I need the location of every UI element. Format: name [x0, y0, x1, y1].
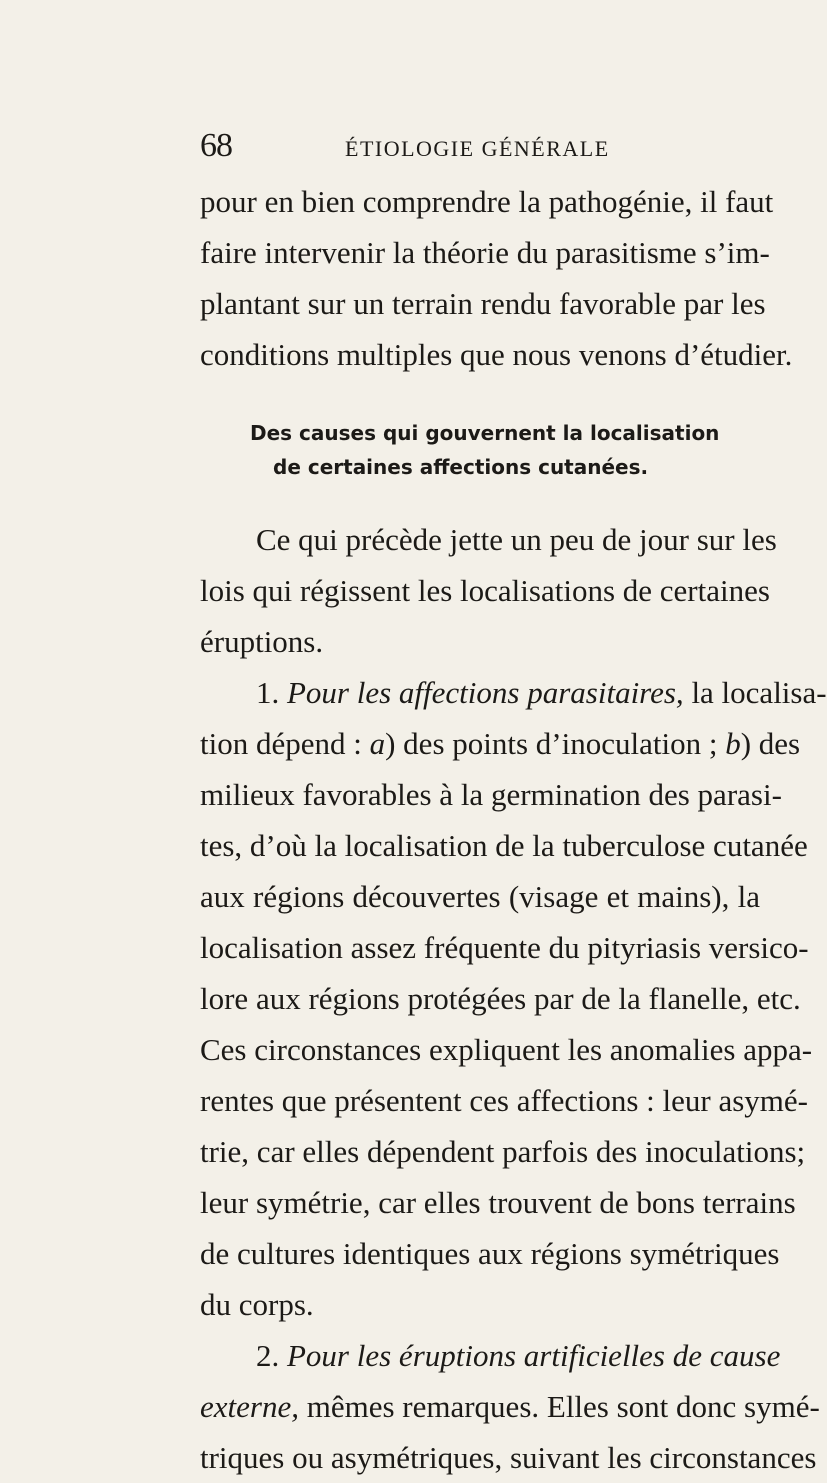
text-line: rentes que présentent ces affections : leur asymé- — [200, 1083, 808, 1118]
text-run: ) des points d’inoculation ; — [385, 726, 718, 761]
italic-phrase: externe, — [200, 1389, 299, 1424]
text-line — [200, 1381, 820, 1432]
page-number: 68 — [200, 127, 232, 164]
list-number: 2. — [256, 1338, 280, 1373]
item-letter-a: a — [369, 726, 386, 761]
text-line — [200, 1330, 781, 1381]
section-heading-line-2: de certaines affections cutanées. — [273, 455, 649, 479]
text-line: tes, d’où la localisation de la tuberculose cutanée — [200, 828, 808, 863]
paragraph-1 — [200, 176, 793, 380]
italic-phrase: Pour les éruptions artificielles de cause — [287, 1338, 781, 1373]
text-line: éruptions. — [200, 624, 324, 659]
text-line: pour en bien comprendre la pathogénie, il faut — [200, 184, 774, 219]
text-line: Ce qui précède jette un peu de jour sur les — [256, 522, 777, 557]
page-body — [200, 176, 827, 1483]
text-run: la localisa- — [691, 675, 827, 710]
text-line: lois qui régissent les localisations de certaines — [200, 573, 770, 608]
text-line: du corps. — [200, 1287, 314, 1322]
section-heading — [200, 416, 760, 484]
text-line: conditions multiples que nous venons d’étudier. — [200, 337, 793, 372]
text-run: mêmes remarques. Elles sont donc symé- — [306, 1389, 820, 1424]
text-line — [200, 667, 827, 718]
paragraph-3 — [200, 667, 827, 1330]
text-line: faire intervenir la théorie du parasitisme s’im- — [200, 235, 770, 270]
text-run: tion dépend : — [200, 726, 362, 761]
text-line — [200, 718, 801, 769]
paragraph-2 — [200, 514, 777, 667]
text-line: trie, car elles dépendent parfois des inoculations; — [200, 1134, 806, 1169]
text-line: leur symétrie, car elles trouvent de bons terrains — [200, 1185, 796, 1220]
section-heading-line-1: Des causes qui gouvernent la localisation — [250, 421, 720, 445]
text-line: plantant sur un terrain rendu favorable par les — [200, 286, 766, 321]
running-title: ÉTIOLOGIE GÉNÉRALE — [345, 136, 610, 161]
text-line: aux régions découvertes (visage et mains), la — [200, 879, 760, 914]
text-line: Ces circonstances expliquent les anomalies appa- — [200, 1032, 813, 1067]
running-head — [200, 128, 760, 164]
italic-phrase: Pour les affections parasitaires, — [287, 675, 684, 710]
item-letter-b: b — [725, 726, 741, 761]
text-line: localisation assez fréquente du pityriasis versico- — [200, 930, 809, 965]
text-line: triques ou asymétriques, suivant les circonstances — [200, 1440, 817, 1475]
text-line: lore aux régions protégées par de la flanelle, etc. — [200, 981, 801, 1016]
list-number: 1. — [256, 675, 280, 710]
paragraph-4 — [200, 1330, 820, 1483]
text-line: de cultures identiques aux régions symétriques — [200, 1236, 780, 1271]
text-line: milieux favorables à la germination des parasi- — [200, 777, 782, 812]
text-run: ) des — [740, 726, 801, 761]
